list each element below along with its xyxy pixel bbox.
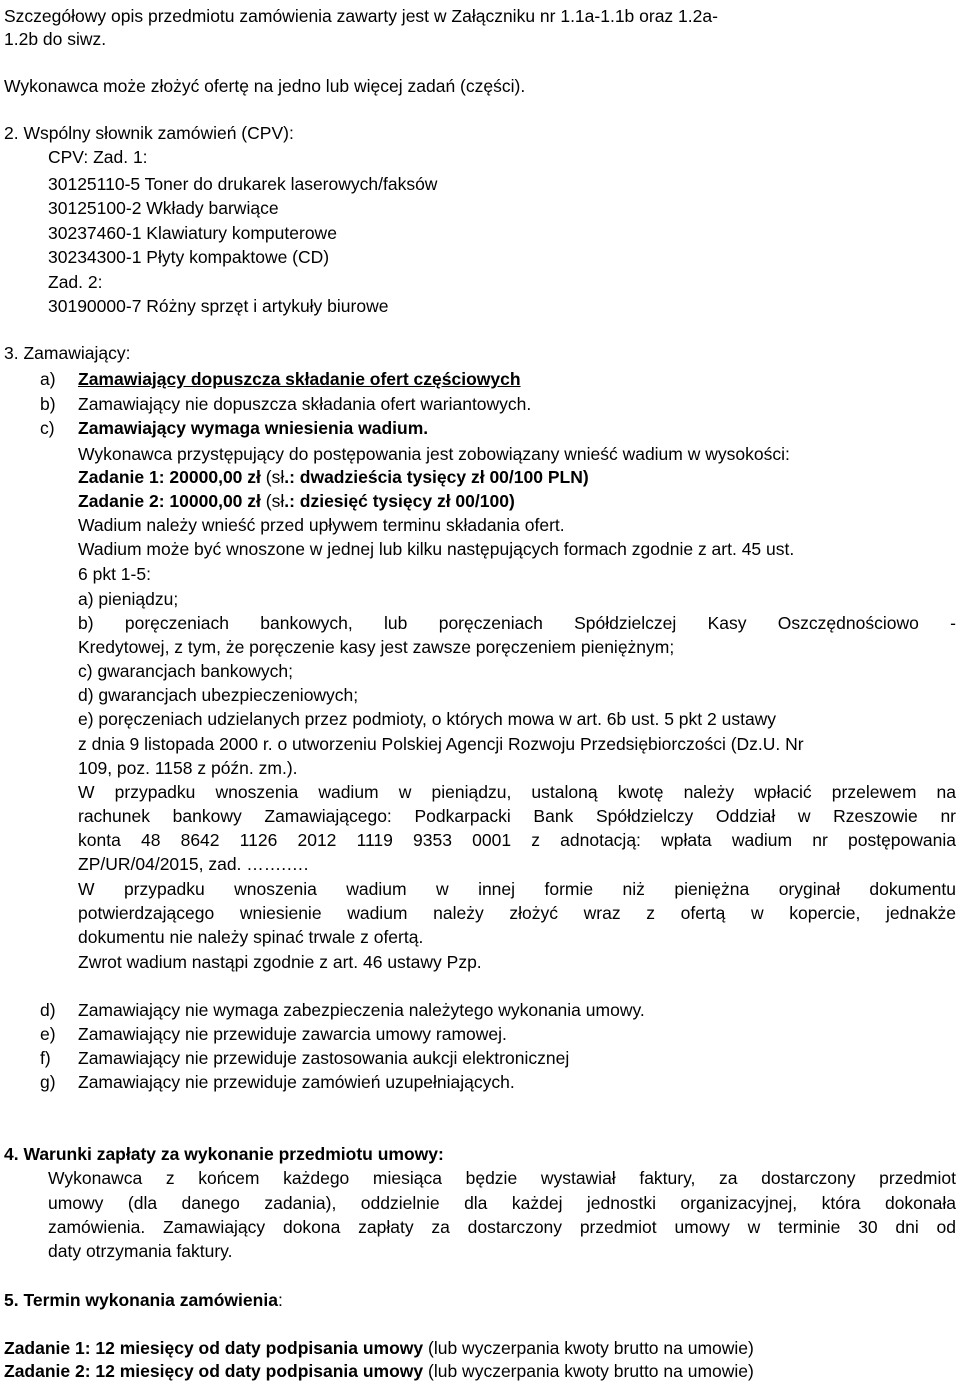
list-marker: d) — [40, 1000, 56, 1020]
list-text: Zamawiający nie przewiduje zawarcia umowy ramowej. — [78, 1024, 507, 1044]
intro-line-1: Szczegółowy opis przedmiotu zamówienia zawarty jest w Załączniku nr 1.1a-1.1b oraz 1.2a- — [4, 6, 718, 26]
other-form-line-2: potwierdzającego wniesienie wadium należy złożyć wraz z ofertą w kopercie, jednakże — [78, 903, 956, 923]
list-text: Zamawiający wymaga wniesienia wadium. — [78, 418, 429, 438]
form-e-line-1: e) poręczeniach udzielanych przez podmioty, o których mowa w art. 6b ust. 5 pkt 2 ustawy — [78, 709, 777, 729]
form-b-line-2: Kredytowej, z tym, że poręczenie kasy jest zawsze poręczeniem pieniężnym; — [78, 637, 675, 657]
wadium-intro: Wykonawca przystępujący do postępowania jest zobowiązany wnieść wadium w wysokości: — [78, 444, 790, 464]
cpv-zad1-line — [48, 147, 148, 167]
form-d: d) gwarancjach ubezpieczeniowych; — [78, 685, 359, 705]
list-text: Zamawiający nie dopuszcza składania ofert wariantowych. — [78, 394, 532, 414]
cash-line-3: konta 48 8642 1126 2012 1119 9353 0001 z adnotacją: wpłata wadium nr postępowania — [78, 830, 956, 850]
payment-line-2: umowy (dla danego zadania), oddzielnie dla każdej jednostki organizacyjnej, która dokonała — [48, 1193, 956, 1213]
form-e-line-3: 109, poz. 1158 z późn. zm.). — [78, 758, 298, 778]
payment-line-3: zamówienia. Zamawiający dokona zapłaty za dostarczony przedmiot umowy w terminie 30 dni od — [48, 1217, 956, 1237]
cash-line-1: W przypadku wnoszenia wadium w pieniądzu, ustaloną kwotę należy wpłacić przelewem na — [78, 782, 956, 802]
section-5-heading — [4, 1290, 283, 1310]
term-bold: Zadanie 1: 12 miesięcy od daty podpisania umowy — [4, 1338, 424, 1358]
cpv-code: 30125110-5 Toner do drukarek laserowych/faksów — [48, 174, 438, 194]
wadium-amount: Zadanie 1: 20000,00 zł — [78, 467, 261, 487]
term-note: (lub wyczerpania kwoty brutto na umowie) — [423, 1361, 754, 1381]
wadium-words-prefix: (sł — [260, 467, 285, 487]
list-marker: e) — [40, 1024, 56, 1044]
list-item-f — [40, 1048, 569, 1068]
term-zadanie-2 — [4, 1361, 754, 1381]
other-form-line-1: W przypadku wnoszenia wadium w innej formie niż pieniężna oryginał dokumentu — [78, 879, 956, 899]
section-3-heading: 3. Zamawiający: — [4, 343, 131, 363]
wadium-words-prefix: (sł — [260, 491, 285, 511]
list-item-a — [40, 369, 521, 389]
cash-line-4: ZP/UR/04/2015, zad. …….…. — [78, 854, 309, 874]
cpv-code: 30234300-1 Płyty kompaktowe (CD) — [48, 247, 330, 267]
form-c: c) gwarancjach bankowych; — [78, 661, 293, 681]
list-marker: g) — [40, 1072, 56, 1092]
cash-line-2: rachunek bankowy Zamawiającego: Podkarpacki Bank Spółdzielczy Oddział w Rzeszowie nr — [78, 806, 956, 826]
form-b-line-1: b) poręczeniach bankowych, lub poręczeniach Spółdzielczej Kasy Oszczędnościowo - — [78, 613, 956, 633]
list-item-b — [40, 394, 531, 414]
wadium-zadanie-2 — [78, 491, 515, 511]
cpv-zad2-label: Zad. 2: — [48, 272, 103, 292]
list-marker: b) — [40, 394, 56, 414]
list-marker: a) — [40, 369, 56, 389]
wadium-zadanie-1 — [78, 467, 589, 487]
cpv-heading: 2. Wspólny słownik zamówień (CPV): — [4, 123, 294, 143]
payment-line-1: Wykonawca z końcem każdego miesiąca będzie wystawiał faktury, za dostarczony przedmiot — [48, 1168, 956, 1188]
list-text: Zamawiający nie wymaga zabezpieczenia należytego wykonania umowy. — [78, 1000, 645, 1020]
list-item-g — [40, 1072, 515, 1092]
list-item-d — [40, 1000, 645, 1020]
list-item-e — [40, 1024, 507, 1044]
wadium-words: .: dwadzieścia tysięcy zł 00/100 PLN) — [284, 467, 589, 487]
cpv-zad1-label: Zad. 1: — [93, 147, 148, 167]
wadium-forms-line-1: Wadium może być wnoszone w jednej lub kilku następujących formach zgodnie z art. 45 ust. — [78, 539, 795, 559]
wadium-refund: Zwrot wadium nastąpi zgodnie z art. 46 ustawy Pzp. — [78, 952, 482, 972]
list-text: Zamawiający dopuszcza składanie ofert częściowych — [78, 369, 521, 389]
list-text: Zamawiający nie przewiduje zamówień uzupełniających. — [78, 1072, 515, 1092]
cpv-prefix: CPV: — [48, 147, 94, 167]
wadium-amount: Zadanie 2: 10000,00 zł — [78, 491, 261, 511]
list-marker: f) — [40, 1048, 51, 1068]
term-note: (lub wyczerpania kwoty brutto na umowie) — [423, 1338, 754, 1358]
term-bold: Zadanie 2: 12 miesięcy od daty podpisania umowy — [4, 1361, 424, 1381]
section-4-heading: 4. Warunki zapłaty za wykonanie przedmiotu umowy: — [4, 1144, 444, 1164]
wadium-deadline: Wadium należy wnieść przed upływem terminu składania ofert. — [78, 515, 565, 535]
other-form-line-3: dokumentu nie należy spinać trwale z ofertą. — [78, 927, 424, 947]
wadium-words: .: dziesięć tysięcy zł 00/100) — [284, 491, 515, 511]
list-marker: c) — [40, 418, 55, 438]
payment-line-4: daty otrzymania faktury. — [48, 1241, 233, 1261]
term-zadanie-1 — [4, 1338, 754, 1358]
section-number: 5 — [4, 1290, 14, 1310]
intro-line-3: Wykonawca może złożyć ofertę na jedno lub więcej zadań (części). — [4, 76, 526, 96]
list-item-c — [40, 418, 428, 438]
cpv-code: 30190000-7 Różny sprzęt i artykuły biurowe — [48, 296, 389, 316]
section-colon: : — [277, 1290, 283, 1310]
section-title: . Termin wykonania zamówienia — [13, 1290, 278, 1310]
wadium-forms-line-2: 6 pkt 1-5: — [78, 564, 151, 584]
form-e-line-2: z dnia 9 listopada 2000 r. o utworzeniu Polskiej Agencji Rozwoju Przedsiębiorczości (Dz.U. Nr — [78, 734, 804, 754]
cpv-code: 30237460-1 Klawiatury komputerowe — [48, 223, 337, 243]
cpv-code: 30125100-2 Wkłady barwiące — [48, 198, 279, 218]
intro-line-2: 1.2b do siwz. — [4, 29, 107, 49]
form-a: a) pieniądzu; — [78, 589, 179, 609]
list-text: Zamawiający nie przewiduje zastosowania aukcji elektronicznej — [78, 1048, 570, 1068]
